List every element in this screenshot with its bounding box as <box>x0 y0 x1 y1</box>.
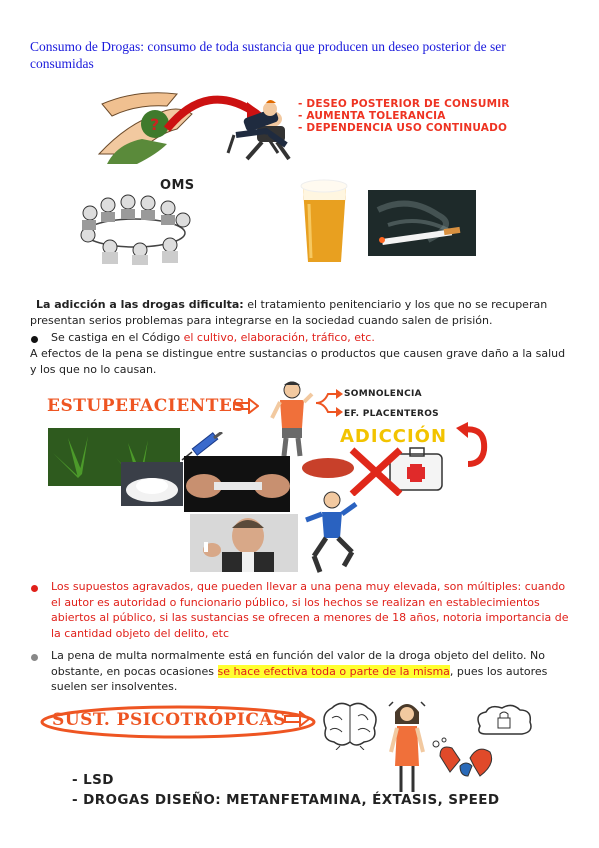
page-title: Consumo de Drogas: consumo de toda sustancia que producen un deseo posterior de ser consumidas <box>30 39 506 71</box>
curved-arrow-icon <box>454 420 490 468</box>
fine-paragraph <box>51 648 571 695</box>
punish-red-text: el cultivo, elaboración, tráfico, etc. <box>183 331 375 344</box>
branch-arrows-icon <box>314 386 344 420</box>
estupefacientes-label: ESTUPEFACIENTES <box>47 396 246 416</box>
effect-placenteros: EF. PLACENTEROS <box>344 409 439 419</box>
consequence-item: - AUMENTA TOLERANCIA <box>298 110 446 122</box>
consequence-item: - DEPENDENCIA USO CONTINUADO <box>298 122 508 134</box>
oms-label: OMS <box>160 178 195 193</box>
arrow-right-icon <box>284 711 310 727</box>
relaxed-man-illustration <box>226 95 294 157</box>
punish-line <box>51 330 571 346</box>
brain-icon <box>318 700 382 750</box>
dizzy-woman-illustration <box>383 700 431 796</box>
euphoric-man-illustration <box>300 490 362 576</box>
hands-rolled-note-photo <box>184 456 290 512</box>
fine-text-before: La pena de multa normalmente está en función del valor de la droga objeto del delito. No obstante, en pocas ocasiones <box>51 649 545 678</box>
svg-text:?: ? <box>150 115 160 134</box>
aggravated-paragraph: Los supuestos agravados, que pueden llevar a una pena muy elevada, son múltiples: cuando el autor es autoridad o funcionario público, si los hechos se realizan en establecimientos abiertos al público, si las sustancias se ofrecen a menores de 18 años, notoria importancia de la cantidad objeto del delito, etc <box>51 580 569 640</box>
beer-glass-image <box>297 174 352 266</box>
consumption-consequences-list <box>298 98 538 134</box>
fine-highlight: se hace efectiva toda o parte de la misma <box>217 664 450 678</box>
effects-paragraph: A efectos de la pena se distingue entre sustancias o productos que causen grave daño a la salud y los que no lo causan. <box>30 347 566 376</box>
addiction-lead: La adicción a las drogas dificulta: <box>36 298 244 311</box>
broken-heart-illustration <box>430 736 500 782</box>
adiccion-label: ADICCIÓN <box>340 426 448 447</box>
man-with-pills-photo <box>190 514 298 572</box>
addiction-paragraph <box>30 297 575 328</box>
addiction-text: el tratamiento penitenciario y los que no se recuperan presentan serios problemas para integrarse en la sociedad cuando salen de prisión. <box>30 298 548 327</box>
fine-text-after: , pues los autores suelen ser insolventes. <box>51 664 548 693</box>
effect-somnolencia: SOMNOLENCIA <box>344 389 422 399</box>
bullet-icon <box>31 336 38 343</box>
psico-list-lsd: - LSD <box>72 772 114 788</box>
psicotropicas-label: SUST. PSICOTRÓPICAS <box>52 710 286 730</box>
bullet-icon <box>31 585 38 592</box>
cigarette-photo <box>368 190 476 256</box>
crossed-medical-kit-illustration <box>298 446 458 496</box>
bullet-icon <box>31 654 38 661</box>
arrow-right-icon <box>233 398 259 414</box>
psico-list-design-drugs: - DROGAS DISEÑO: METANFETAMINA, ÉXTASIS, SPEED <box>72 792 500 808</box>
consequence-item: - DESEO POSTERIOR DE CONSUMIR <box>298 98 510 110</box>
punish-text: Se castiga en el Código <box>51 331 184 344</box>
powder-photo <box>121 462 183 506</box>
